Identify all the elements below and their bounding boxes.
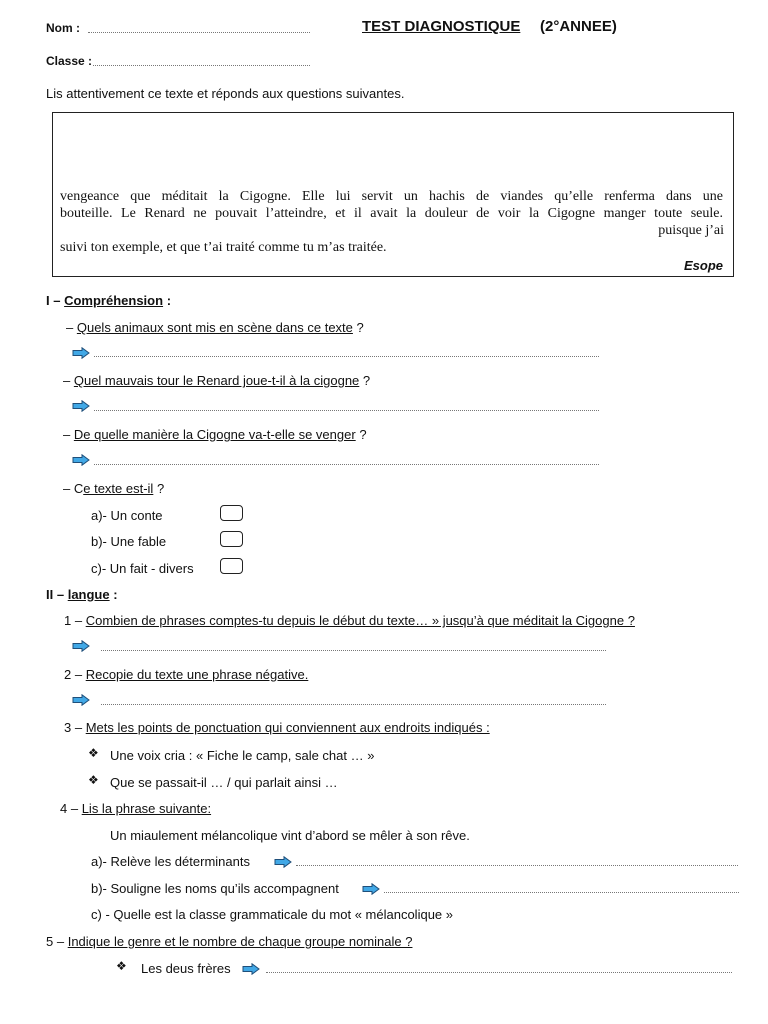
question-2-4: 4 – Lis la phrase suivante: bbox=[60, 801, 212, 816]
answer-line-1-2[interactable] bbox=[94, 410, 599, 411]
question-2-5-text: Indique le genre et le nombre de chaque groupe nominale ? bbox=[67, 934, 413, 949]
checkbox-option-c[interactable] bbox=[220, 558, 243, 574]
option-b: b)- Une fable bbox=[91, 534, 167, 549]
question-2-3: 3 – Mets les points de ponctuation qui conviennent aux endroits indiqués : bbox=[64, 720, 490, 735]
diamond-bullet-icon: ❖ bbox=[88, 746, 99, 760]
passage-line-1: vengeance que méditait la Cigogne. Elle lui servit un hachis de viandes qu’elle renferma dans une bbox=[60, 189, 723, 204]
bullet-2-3-1: Une voix cria : « Fiche le camp, sale chat … » bbox=[110, 748, 375, 763]
question-2-4-b: b)- Souligne les noms qu’ils accompagnent bbox=[91, 881, 339, 896]
answer-line-1-3[interactable] bbox=[94, 464, 599, 465]
passage-author: Esope bbox=[683, 258, 723, 273]
option-c: c)- Un fait - divers bbox=[91, 561, 194, 576]
right-arrow-icon bbox=[72, 694, 90, 706]
question-2-3-text: Mets les points de ponctuation qui conviennent aux endroits indiqués : bbox=[85, 720, 490, 735]
option-a: a)- Un conte bbox=[91, 508, 163, 523]
right-arrow-icon bbox=[72, 400, 90, 412]
name-label: Nom : bbox=[46, 21, 80, 35]
question-1-1-text: Quels animaux sont mis en scène dans ce texte bbox=[76, 320, 353, 335]
question-1-4: – Ce texte est-il ? bbox=[63, 481, 165, 496]
answer-line-2-4-b[interactable] bbox=[384, 892, 739, 893]
question-1-1: – Quels animaux sont mis en scène dans ce texte ? bbox=[66, 320, 364, 335]
instruction: Lis attentivement ce texte et réponds aux questions suivantes. bbox=[46, 86, 405, 101]
level-label: (2°ANNEE) bbox=[540, 18, 617, 35]
question-1-3-text: De quelle manière la Cigogne va-t-elle se venger bbox=[73, 427, 356, 442]
bullet-2-5: Les deus frères bbox=[141, 961, 231, 976]
right-arrow-icon bbox=[242, 963, 260, 975]
question-1-4-text: e texte est-il bbox=[83, 481, 154, 496]
class-field[interactable] bbox=[93, 65, 310, 66]
answer-line-2-5[interactable] bbox=[266, 972, 732, 973]
right-arrow-icon bbox=[274, 856, 292, 868]
right-arrow-icon bbox=[72, 640, 90, 652]
section-2-heading: II – langue : bbox=[46, 587, 118, 602]
passage-line-3: puisque j’ai bbox=[658, 223, 724, 238]
bullet-2-3-2: Que se passait-il … / qui parlait ainsi … bbox=[110, 775, 338, 790]
answer-line-2-4-a[interactable] bbox=[296, 865, 738, 866]
passage-line-2: bouteille. Le Renard ne pouvait l’atteindre, et il avait la douleur de voir la Cigogne manger toute seule. bbox=[60, 206, 723, 221]
question-2-1: 1 – Combien de phrases comptes-tu depuis le début du texte… » jusqu’à que méditait la Cigogne ? bbox=[64, 613, 635, 628]
right-arrow-icon bbox=[72, 454, 90, 466]
question-2-2-text: Recopie du texte une phrase négative. bbox=[85, 667, 309, 682]
section-1-heading: I – Compréhension : bbox=[46, 293, 172, 308]
question-2-4-a: a)- Relève les déterminants bbox=[91, 854, 250, 869]
question-2-1-text: Combien de phrases comptes-tu depuis le début du texte… » jusqu’à que méditait la Cigogne ? bbox=[85, 613, 635, 628]
right-arrow-icon bbox=[72, 347, 90, 359]
question-2-5: 5 – Indique le genre et le nombre de chaque groupe nominale ? bbox=[46, 934, 413, 949]
answer-line-2-1[interactable] bbox=[101, 650, 606, 651]
diamond-bullet-icon: ❖ bbox=[116, 959, 127, 973]
question-2-2: 2 – Recopie du texte une phrase négative. bbox=[64, 667, 309, 682]
diamond-bullet-icon: ❖ bbox=[88, 773, 99, 787]
passage-line-4: suivi ton exemple, et que t’ai traité comme tu m’as traitée. bbox=[60, 240, 387, 255]
question-2-4-text: Lis la phrase suivante: bbox=[81, 801, 212, 816]
checkbox-option-b[interactable] bbox=[220, 531, 243, 547]
sentence-to-read: Un miaulement mélancolique vint d’abord se mêler à son rêve. bbox=[110, 828, 470, 843]
question-1-3: – De quelle manière la Cigogne va-t-elle se venger ? bbox=[63, 427, 367, 442]
question-2-4-c: c) - Quelle est la classe grammaticale du mot « mélancolique » bbox=[91, 907, 453, 922]
section-1-title: Compréhension bbox=[64, 293, 164, 308]
question-1-2-text: Quel mauvais tour le Renard joue-t-il à la cigogne bbox=[73, 373, 360, 388]
class-label: Classe : bbox=[46, 54, 93, 68]
question-1-2: – Quel mauvais tour le Renard joue-t-il à la cigogne ? bbox=[63, 373, 371, 388]
right-arrow-icon bbox=[362, 883, 380, 895]
answer-line-1-1[interactable] bbox=[94, 356, 599, 357]
test-title: TEST DIAGNOSTIQUE bbox=[362, 18, 521, 35]
section-2-title: langue bbox=[67, 587, 110, 602]
name-field[interactable] bbox=[88, 32, 310, 33]
answer-line-2-2[interactable] bbox=[101, 704, 606, 705]
checkbox-option-a[interactable] bbox=[220, 505, 243, 521]
